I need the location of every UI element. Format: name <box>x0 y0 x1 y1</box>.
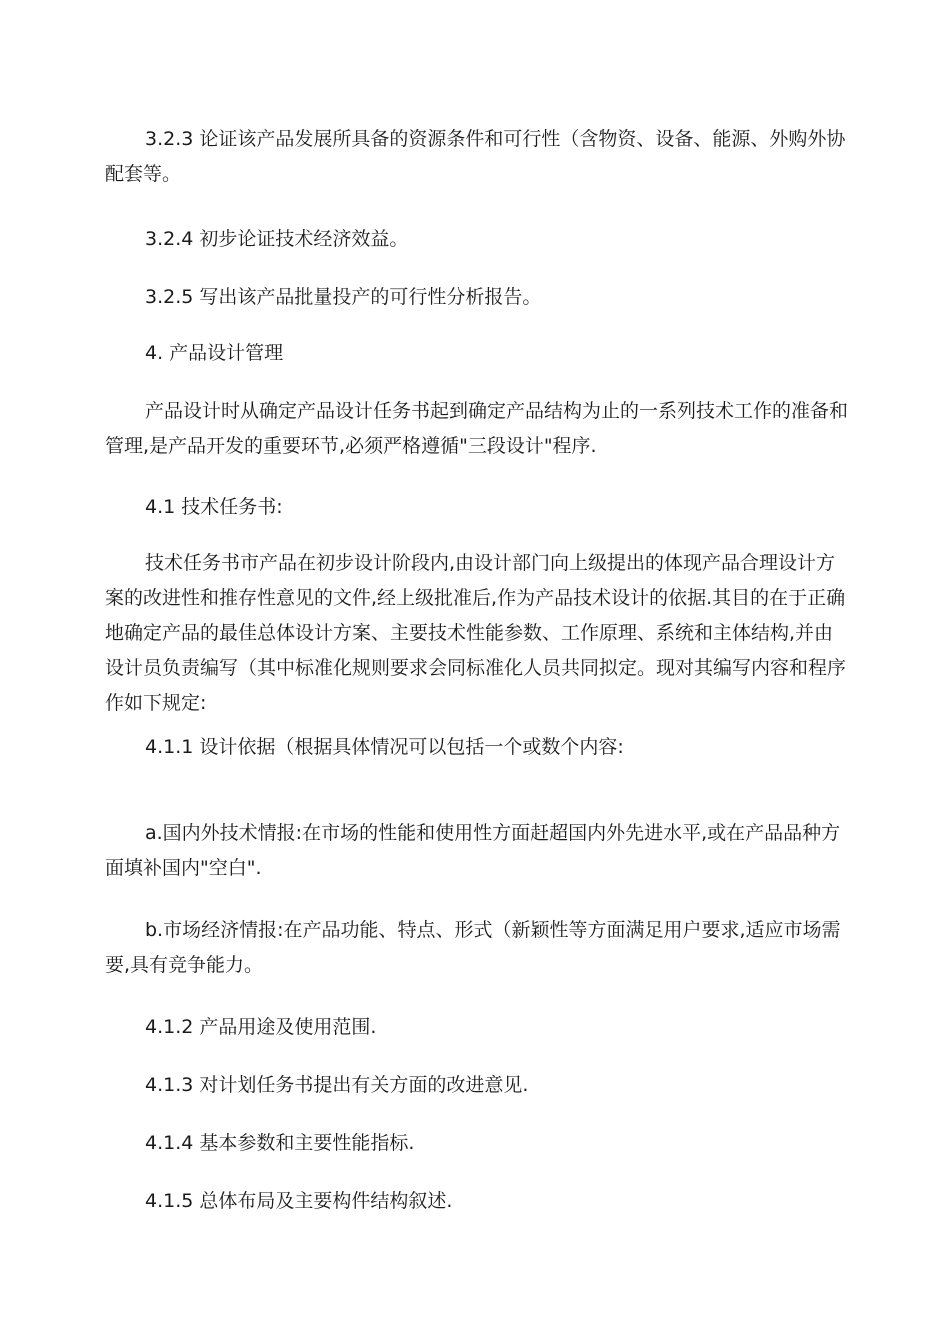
paragraph-product-design-intro: 产品设计时从确定产品设计任务书起到确定产品结构为止的一系列技术工作的准备和管理,是产品开发的重要环节,必须严格遵循"三段设计"程序. <box>105 400 849 457</box>
paragraph-item-b: b.市场经济情报:在产品功能、特点、形式（新颖性等方面满足用户要求,适应市场需要,具有竞争能力。 <box>105 919 841 976</box>
paragraph-4-1-3: 4.1.3 对计划任务书提出有关方面的改进意见. <box>145 1074 529 1096</box>
paragraph-item-a: a.国内外技术情报:在市场的性能和使用性方面赶超国内外先进水平,或在产品品种方面填补国内"空白". <box>105 822 841 879</box>
paragraph-4-1-1: 4.1.1 设计依据（根据具体情况可以包括一个或数个内容: <box>145 736 624 758</box>
section-heading-4-1: 4.1 技术任务书: <box>145 496 283 518</box>
paragraph-3-2-5: 3.2.5 写出该产品批量投产的可行性分析报告。 <box>145 286 542 308</box>
paragraph-4-1-2: 4.1.2 产品用途及使用范围. <box>145 1016 377 1038</box>
paragraph-4-1-4: 4.1.4 基本参数和主要性能指标. <box>145 1132 415 1154</box>
paragraph-4-1-5: 4.1.5 总体布局及主要构件结构叙述. <box>145 1190 453 1212</box>
paragraph-technical-task-book: 技术任务书市产品在初步设计阶段内,由设计部门向上级提出的体现产品合理设计方案的改进性和推存性意见的文件,经上级批准后,作为产品技术设计的依据.其目的在于正确地确定产品的最佳总体设计方案、主要技术性能参数、工作原理、系统和主体结构,并由设计员负责编写（其中标准化规则要求会同标准化人员共同拟定。现对其编写内容和程序作如下规定: <box>105 552 847 714</box>
paragraph-3-2-4: 3.2.4 初步论证技术经济效益。 <box>145 228 409 250</box>
paragraph-3-2-3: 3.2.3 论证该产品发展所具备的资源条件和可行性（含物资、设备、能源、外购外协配套等。 <box>105 128 846 185</box>
section-heading-4: 4. 产品设计管理 <box>145 342 284 364</box>
